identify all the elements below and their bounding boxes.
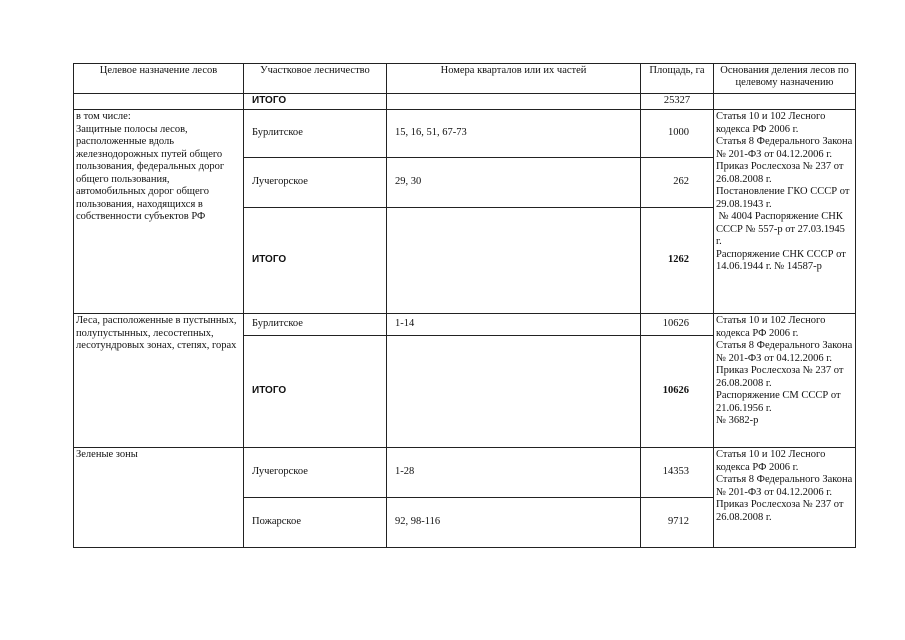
group2-basis: Статья 10 и 102 Лесного кодекса РФ 2006 г. Статья 8 Федерального Закона № 201-ФЗ от 04.12.2006 г. Приказ Рослесхоза № 237 от 26.08.2008 г. Распоряжение СМ СССР от 21.06.1956 г. № 3682-р [714, 314, 856, 448]
grand-total-purpose [74, 94, 244, 110]
group1-row1-quarters: 15, 16, 51, 67-73 [387, 110, 641, 158]
group1-purpose: в том числе: Защитные полосы лесов, расположенные вдоль железнодорожных путей общего пользования, федеральных дорог общего пользования, автомобильных дорог общего пользования, находящихся в собственности субъектов РФ [74, 110, 244, 314]
header-quarters: Номера кварталов или их частей [387, 64, 641, 94]
group1-basis: Статья 10 и 102 Лесного кодекса РФ 2006 г. Статья 8 Федерального Закона № 201-ФЗ от 04.12.2006 г. Приказ Рослесхоза № 237 от 26.08.2008 г. Постановление ГКО СССР от 29.08.1943 г. № 4004 Распоряжение СНК СССР № 557-р от 27.03.1945 г. Распоряжение СНК СССР от 14.06.1944 г. № 14587-р [714, 110, 856, 314]
group2-row1-forestry: Бурлитское [244, 314, 387, 336]
group2-total-area: 10626 [641, 336, 714, 448]
header-forestry: Участковое лесничество [244, 64, 387, 94]
group2-total-label: ИТОГО [244, 336, 387, 448]
grand-total-basis [714, 94, 856, 110]
header-basis: Основания деления лесов по целевому назначению [714, 64, 856, 94]
group1-total-label: ИТОГО [244, 208, 387, 314]
group3-row2-forestry: Пожарское [244, 498, 387, 548]
group2-purpose: Леса, расположенные в пустынных, полупустынных, лесостепных, лесотундровых зонах, степях, горах [74, 314, 244, 448]
group3-row2-quarters: 92, 98-116 [387, 498, 641, 548]
group3-basis: Статья 10 и 102 Лесного кодекса РФ 2006 г. Статья 8 Федерального Закона № 201-ФЗ от 04.12.2006 г. Приказ Рослесхоза № 237 от 26.08.2008 г. [714, 448, 856, 548]
grand-total-row [74, 94, 856, 110]
group3-row2-area: 9712 [641, 498, 714, 548]
grand-total-area: 25327 [641, 94, 714, 110]
header-row [74, 64, 856, 94]
group1-row2-forestry: Лучегорское [244, 158, 387, 208]
table-row [74, 448, 856, 498]
group3-row1-quarters: 1-28 [387, 448, 641, 498]
group1-row1-area: 1000 [641, 110, 714, 158]
group2-row1-area: 10626 [641, 314, 714, 336]
group2-total-quarters [387, 336, 641, 448]
group1-row1-forestry: Бурлитское [244, 110, 387, 158]
grand-total-label: ИТОГО [244, 94, 387, 110]
header-purpose: Целевое назначение лесов [74, 64, 244, 94]
group2-row1-quarters: 1-14 [387, 314, 641, 336]
group3-row1-forestry: Лучегорское [244, 448, 387, 498]
group1-row2-area: 262 [641, 158, 714, 208]
header-area: Площадь, га [641, 64, 714, 94]
group1-total-quarters [387, 208, 641, 314]
group1-row2-quarters: 29, 30 [387, 158, 641, 208]
table-row [74, 110, 856, 158]
table-row [74, 314, 856, 336]
grand-total-quarters [387, 94, 641, 110]
group3-purpose: Зеленые зоны [74, 448, 244, 548]
group3-row1-area: 14353 [641, 448, 714, 498]
forest-purpose-table [73, 63, 856, 548]
group1-total-area: 1262 [641, 208, 714, 314]
